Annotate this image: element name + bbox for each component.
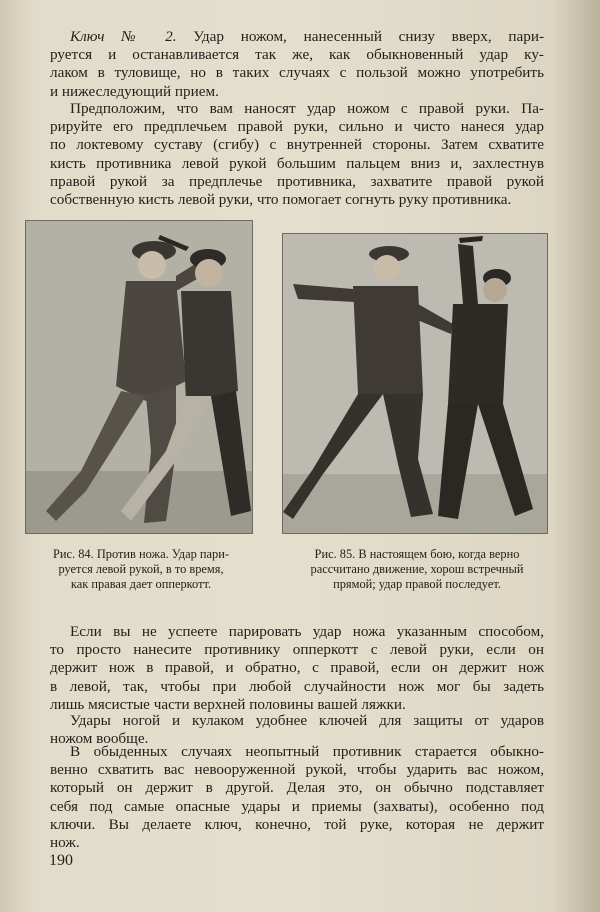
figure-85-photo — [282, 233, 548, 534]
text-line: В обыденных случаях неопытный противник старается обыкно- — [70, 743, 544, 760]
text-line: правой рукой за предплечье противника, захватите правой рукой — [50, 172, 544, 190]
paragraph-suppose — [50, 100, 544, 209]
text-line: Удар ножом, нанесенный снизу вверх, пари- — [193, 28, 545, 45]
text-line: лишь мясистые части верхней половины вашей ляжки. — [50, 695, 406, 713]
text-line: лаком в туловище, но в таких случаях с пользой можно употребить — [50, 64, 544, 82]
figure-85-caption — [284, 547, 550, 592]
key-2-heading: Ключ № 2. — [70, 28, 177, 45]
figure-84-photo — [25, 220, 253, 534]
text-line: Если вы не успеете парировать удар ножа указанным способом, — [70, 623, 544, 640]
page-number: 190 — [49, 852, 73, 869]
paragraph-key-2 — [50, 28, 544, 101]
fighters-illustration-84 — [26, 221, 252, 533]
text-line: нож. — [50, 834, 80, 852]
text-line: Удары ногой и кулаком удобнее ключей для защиты от ударов — [70, 712, 544, 729]
text-line: венно схватить вас невооруженной рукой, чтобы ударить вас ножом, — [50, 761, 544, 779]
figure-84-caption — [30, 547, 252, 592]
text-line: себя под самые опасные удары и приемы (захваты), особенно под — [50, 797, 544, 815]
paragraph-ordinary-cases — [50, 743, 544, 852]
caption-line: прямой; удар правой последует. — [333, 577, 501, 591]
text-line: то просто нанесите противнику опперкотт с левой руки, если он — [50, 641, 544, 659]
text-line: ключи. Вы делаете ключ, конечно, той руке, которая не держит — [50, 815, 544, 833]
text-line: по локтевому суставу (сгибу) с внутренней стороны. Затем схватите — [50, 136, 544, 154]
caption-line: руется левой рукой, в то время, — [58, 562, 224, 576]
text-line: и нижеследующий прием. — [50, 82, 219, 100]
text-line: руется и останавливается так же, как обыкновенный удар ку- — [50, 46, 544, 64]
text-line: кисть противника левой рукой большим пальцем вниз и, захлестнув — [50, 154, 544, 172]
text-line: собственную кисть левой руки, что помогает согнуть руку противника. — [50, 191, 512, 209]
caption-line: как правая дает опперкотт. — [70, 577, 212, 591]
paragraph-uppercut — [50, 623, 544, 714]
text-line: который он держит в другой. Делая это, он обычно подставляет — [50, 779, 544, 797]
text-line: в левой, так, чтобы при любой случайности нож мог бы задеть — [50, 677, 544, 695]
text-line: держит нож в правой, и обратно, с правой, если он держит нож — [50, 659, 544, 677]
caption-line: Рис. 84. Против ножа. Удар пари- — [53, 547, 229, 561]
caption-line: рассчитано движение, хорош встречный — [310, 562, 524, 576]
text-line: Предположим, что вам наносят удар ножом с правой руки. Па- — [70, 100, 544, 117]
caption-line: Рис. 85. В настоящем бою, когда верно — [314, 547, 520, 561]
fighters-illustration-85 — [283, 234, 547, 533]
text-line: ножом вообще. — [50, 730, 149, 748]
text-line: рируйте его предплечьем правой руки, сильно и чисто нанеся удар — [50, 118, 544, 136]
